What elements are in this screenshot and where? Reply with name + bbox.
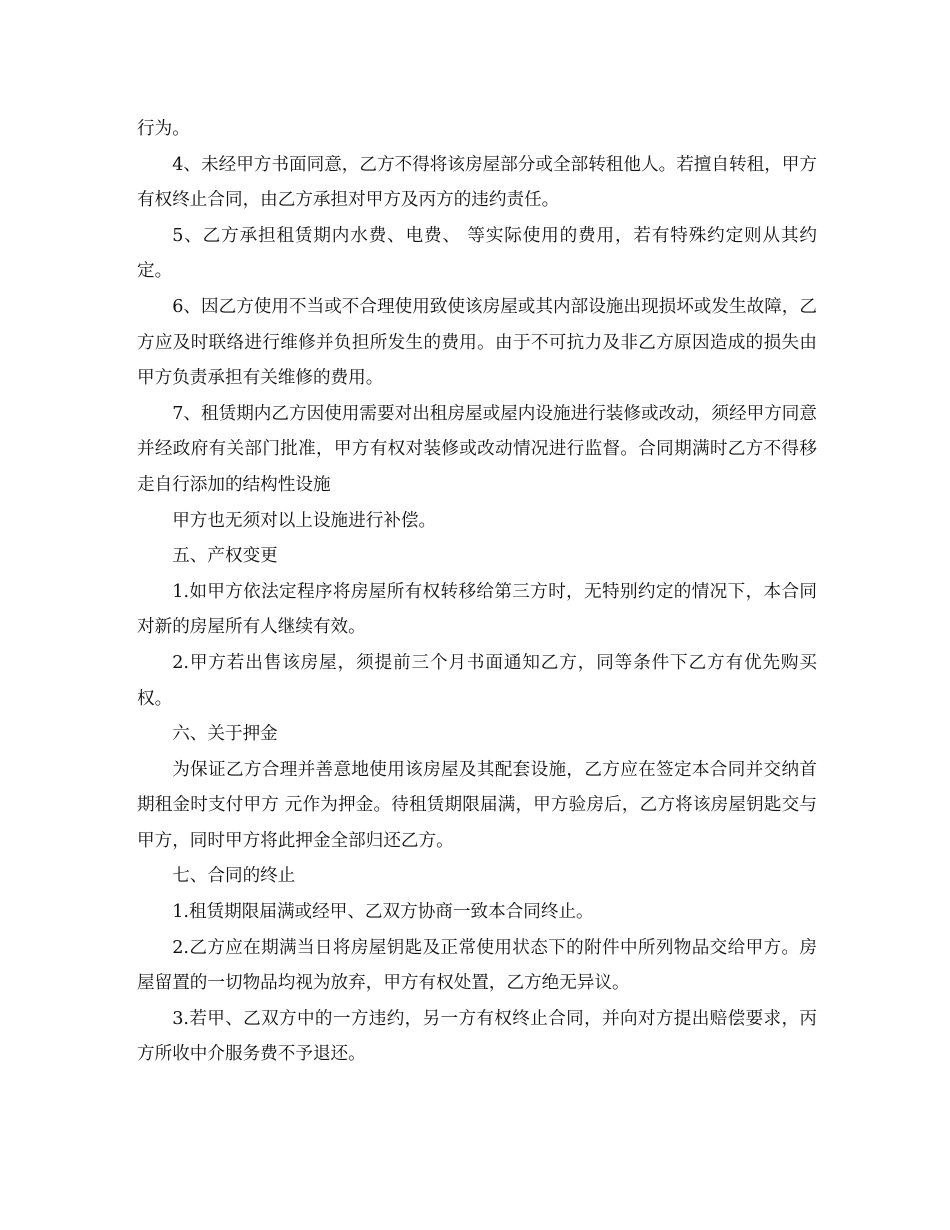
section-heading-deposit: 六、关于押金	[172, 724, 278, 745]
paragraph-deposit: 为保证乙方合理并善意地使用该房屋及其配套设施，乙方应在签定本合同并交纳首期租金时支付甲方 元作为押金。待租赁期限届满，甲方验房后，乙方将该房屋钥匙交与甲方，同时甲方将此押金全部归还乙方。	[137, 759, 817, 851]
section-heading-termination: 七、合同的终止	[172, 866, 296, 887]
paragraph-clause-7: 7、租赁期内乙方因使用需要对出租房屋或屋内设施进行装修或改动，须经甲方同意并经政府有关部门批准，甲方有权对装修或改动情况进行监督。合同期满时乙方不得移走自行添加的结构性设施	[137, 403, 817, 495]
paragraph-clause-5: 5、乙方承担租赁期内水费、电费、 等实际使用的费用，若有特殊约定则从其约定。	[137, 225, 817, 282]
paragraph-clause-6: 6、因乙方使用不当或不合理使用致使该房屋或其内部设施出现损坏或发生故障，乙方应及时联络进行维修并负担所发生的费用。由于不可抗力及非乙方原因造成的损失由甲方负责承担有关维修的费用。	[137, 296, 817, 389]
paragraph-termination-2: 2.乙方应在期满当日将房屋钥匙及正常使用状态下的附件中所列物品交给甲方。房屋留置的一切物品均视为放弃，甲方有权处置，乙方绝无异议。	[137, 937, 817, 994]
paragraph-clause-7-continued: 甲方也无须对以上设施进行补偿。	[172, 510, 437, 531]
paragraph-termination-3: 3.若甲、乙双方中的一方违约，另一方有权终止合同，并向对方提出赔偿要求，丙方所收中介服务费不予退还。	[137, 1008, 817, 1065]
document-body	[137, 112, 817, 1073]
paragraph-continuation: 行为。	[137, 119, 190, 139]
paragraph-property-2: 2.甲方若出售该房屋，须提前三个月书面通知乙方，同等条件下乙方有优先购买权。	[137, 652, 817, 709]
section-heading-property-change: 五、产权变更	[172, 546, 278, 567]
paragraph-termination-1: 1.租赁期限届满或经甲、乙双方协商一致本合同终止。	[172, 902, 594, 923]
paragraph-clause-4: 4、未经甲方书面同意，乙方不得将该房屋部分或全部转租他人。若擅自转租，甲方有权终止合同，由乙方承担对甲方及丙方的违约责任。	[137, 154, 817, 211]
paragraph-property-1: 1.如甲方依法定程序将房屋所有权转移给第三方时，无特别约定的情况下，本合同对新的房屋所有人继续有效。	[137, 581, 817, 638]
